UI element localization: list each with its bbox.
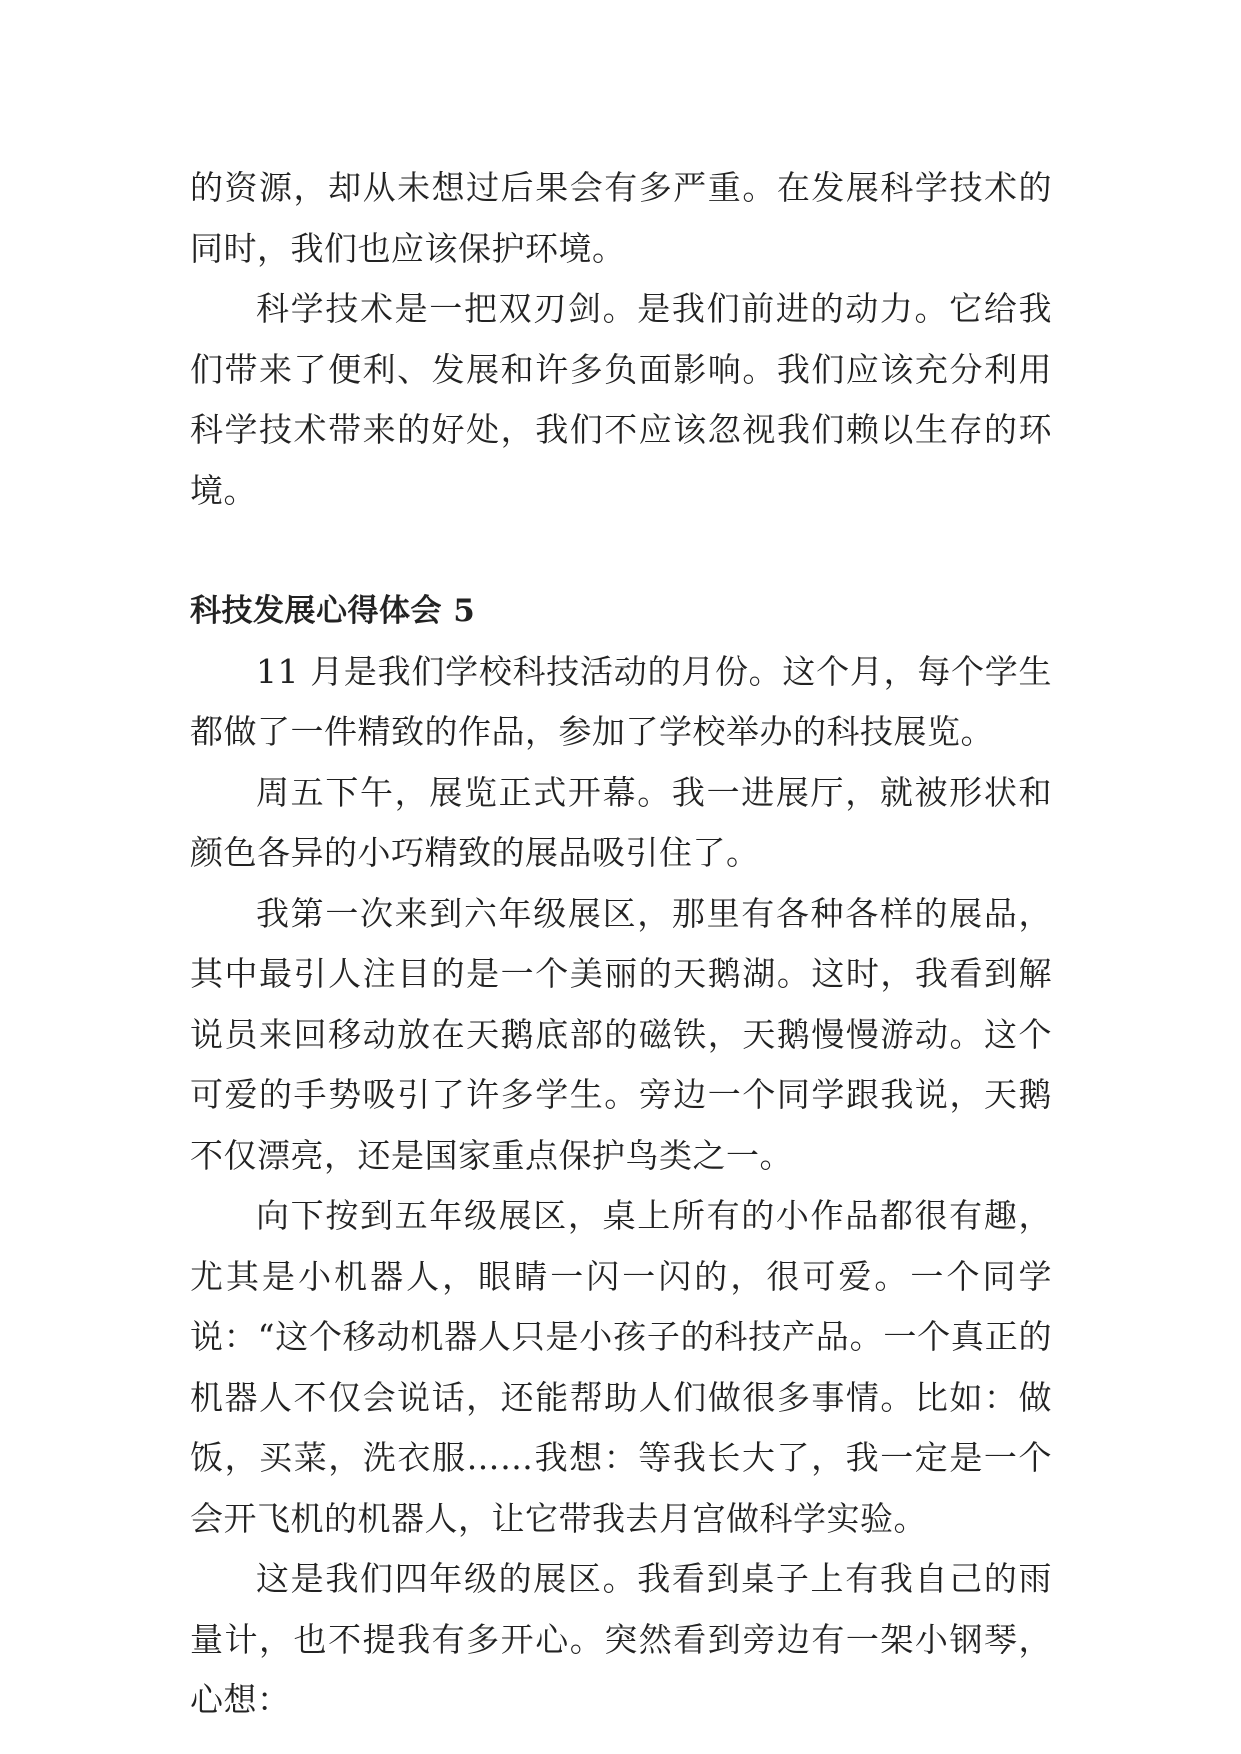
paragraph-continued: 的资源，却从未想过后果会有多严重。在发展科学技术的同时，我们也应该保护环境。 xyxy=(190,168,1052,268)
section-heading: 科技发展心得体会 5 xyxy=(190,593,476,629)
paragraph-grade-four-area: 这是我们四年级的展区。我看到桌子上有我自己的雨量计，也不提我有多开心。突然看到旁边有一架小钢琴，心想： xyxy=(190,1559,1052,1719)
paragraph-exhibition-opening: 周五下午，展览正式开幕。我一进展厅，就被形状和颜色各异的小巧精致的展品吸引住了。 xyxy=(190,772,1052,872)
document-page xyxy=(190,158,1052,1731)
paragraph-november-activity: 11 月是我们学校科技活动的月份。这个月，每个学生都做了一件精致的作品，参加了学校举办的科技展览。 xyxy=(190,651,1052,751)
paragraph-double-edged-sword: 科学技术是一把双刃剑。是我们前进的动力。它给我们带来了便利、发展和许多负面影响。我们应该充分利用科学技术带来的好处，我们不应该忽视我们赖以生存的环境。 xyxy=(190,289,1052,510)
paragraph-grade-six-area: 我第一次来到六年级展区，那里有各种各样的展品，其中最引人注目的是一个美丽的天鹅湖。这时，我看到解说员来回移动放在天鹅底部的磁铁，天鹅慢慢游动。这个可爱的手势吸引了许多学生。旁边一个同学跟我说，天鹅不仅漂亮，还是国家重点保护鸟类之一。 xyxy=(190,893,1052,1175)
paragraph-grade-five-area: 向下按到五年级展区，桌上所有的小作品都很有趣，尤其是小机器人，眼睛一闪一闪的，很可爱。一个同学说：“这个移动机器人只是小孩子的科技产品。一个真正的机器人不仅会说话，还能帮助人们做很多事情。比如：做饭，买菜，洗衣服……我想：等我长大了，我一定是一个会开飞机的机器人，让它带我去月宫做科学实验。 xyxy=(190,1196,1052,1538)
